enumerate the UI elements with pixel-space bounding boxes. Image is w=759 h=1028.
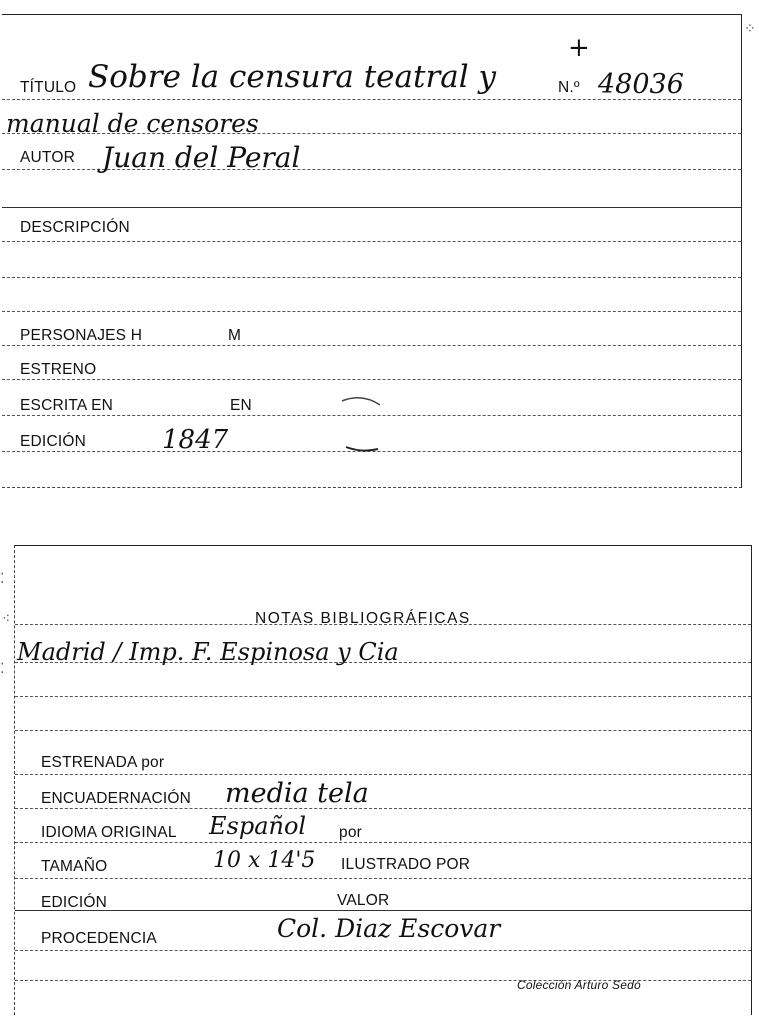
notas-value: Madrid / Imp. F. Espinosa y Cia: [17, 638, 399, 666]
autor-label: AUTOR: [20, 149, 75, 166]
rule-line: [15, 910, 751, 911]
idioma-por-label: por: [339, 824, 363, 841]
escrita-label: ESCRITA EN: [20, 397, 114, 414]
descripcion-label: DESCRIPCIÓN: [20, 219, 130, 236]
procedencia-value: Col. Diaz Escovar: [277, 914, 501, 943]
titulo-value-line1: Sobre la censura teatral y: [88, 59, 497, 95]
encuadernacion-value: media tela: [225, 778, 369, 809]
rule-line: [2, 379, 741, 380]
rule-line: [2, 207, 741, 208]
idioma-value: Español: [209, 812, 307, 840]
coleccion-label: Colección Arturo Sedó: [517, 978, 641, 992]
ink-smudge: [332, 393, 392, 463]
estreno-label: ESTRENO: [20, 361, 97, 378]
personajes-label: PERSONAJES H: [20, 327, 143, 344]
edicion-label: EDICIÓN: [20, 433, 86, 450]
procedencia-label: PROCEDENCIA: [41, 930, 157, 947]
numero-label: N.º: [558, 79, 580, 96]
encuadernacion-label: ENCUADERNACIÓN: [41, 790, 192, 807]
numero-value: 48036: [598, 69, 684, 100]
numero-mark: +: [568, 33, 590, 63]
titulo-value-line2: manual de censores: [6, 109, 259, 138]
rule-line: [15, 842, 751, 843]
catalog-card-front: [2, 14, 742, 488]
scan-speckle: ⁘: [744, 20, 756, 36]
edicion-value: 1847: [162, 425, 229, 455]
tamano-label: TAMAÑO: [41, 858, 108, 875]
tamano-value: 10 x 14'5: [213, 848, 316, 873]
idioma-label: IDIOMA ORIGINAL: [41, 824, 177, 841]
scan-speckle: ⁚: [0, 660, 5, 676]
estrenada-label: ESTRENADA por: [41, 754, 165, 771]
rule-line: [15, 808, 751, 809]
rule-line: [15, 730, 751, 731]
rule-line: [2, 241, 741, 242]
titulo-label: TÍTULO: [20, 79, 77, 96]
scan-speckle: ⁖: [2, 610, 11, 626]
rule-line: [15, 878, 751, 879]
valor-label: VALOR: [337, 892, 390, 909]
ilustrado-label: ILUSTRADO POR: [341, 856, 471, 873]
catalog-card-back: [14, 545, 752, 1015]
notas-heading: NOTAS BIBLIOGRÁFICAS: [255, 610, 471, 627]
edicion-back-label: EDICIÓN: [41, 894, 107, 911]
rule-line: [2, 311, 741, 312]
rule-line: [15, 950, 751, 951]
scan-speckle: ⁚: [0, 570, 5, 586]
rule-line: [2, 277, 741, 278]
escrita-en-label: EN: [230, 397, 252, 414]
rule-line: [15, 696, 751, 697]
rule-line: [15, 774, 751, 775]
rule-line: [2, 345, 741, 346]
autor-value: Juan del Peral: [102, 141, 301, 174]
personajes-m-label: M: [228, 327, 242, 344]
